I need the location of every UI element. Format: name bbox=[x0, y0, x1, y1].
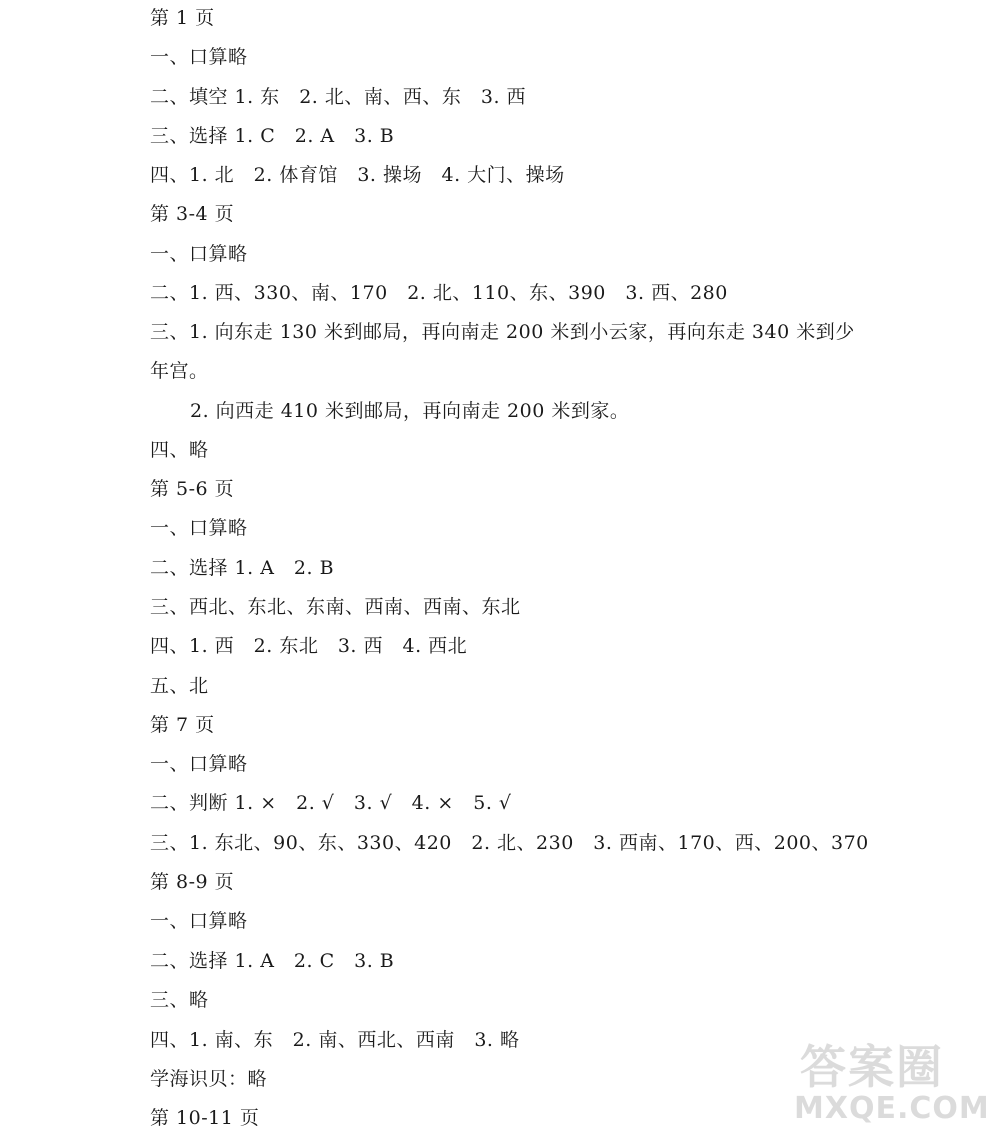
answer-line: 一、口算略 bbox=[150, 517, 248, 539]
heading-page-5-6: 第 5-6 页 bbox=[150, 478, 235, 500]
answer-line: 一、口算略 bbox=[150, 753, 248, 775]
answer-line: 三、西北、东北、东南、西南、西南、东北 bbox=[150, 596, 521, 618]
answer-line: 三、1. 东北、90、东、330、420 2. 北、230 3. 西南、170、西、200、370 bbox=[150, 832, 869, 854]
site-watermark bbox=[790, 1031, 990, 1131]
answer-line: 一、口算略 bbox=[150, 243, 248, 265]
answer-line: 三、选择 1. C 2. A 3. B bbox=[150, 125, 395, 147]
watermark-logo-text: 答案圈 bbox=[800, 1040, 944, 1094]
answer-line: 一、口算略 bbox=[150, 46, 248, 68]
heading-page-10-11: 第 10-11 页 bbox=[150, 1107, 260, 1129]
answer-line: 三、略 bbox=[150, 989, 209, 1011]
answer-line: 四、1. 北 2. 体育馆 3. 操场 4. 大门、操场 bbox=[150, 164, 565, 186]
answer-line: 二、判断 1. × 2. √ 3. √ 4. × 5. √ bbox=[150, 792, 512, 814]
answer-line: 四、1. 西 2. 东北 3. 西 4. 西北 bbox=[150, 635, 468, 657]
answer-line: 三、1. 向东走 130 米到邮局，再向南走 200 米到小云家，再向东走 340 米到少 bbox=[150, 321, 855, 343]
answer-line: 二、选择 1. A 2. C 3. B bbox=[150, 950, 395, 972]
answer-line: 学海识贝：略 bbox=[150, 1068, 268, 1090]
answer-line: 四、1. 南、东 2. 南、西北、西南 3. 略 bbox=[150, 1029, 520, 1051]
answer-line: 二、选择 1. A 2. B bbox=[150, 557, 335, 579]
heading-page-1: 第 1 页 bbox=[150, 7, 215, 29]
answer-line-continued: 年宫。 bbox=[150, 360, 209, 382]
answer-line: 四、略 bbox=[150, 439, 209, 461]
answer-line: 二、填空 1. 东 2. 北、南、西、东 3. 西 bbox=[150, 86, 527, 108]
heading-page-7: 第 7 页 bbox=[150, 714, 215, 736]
watermark-domain: MXQE.COM bbox=[794, 1091, 990, 1126]
answer-line: 五、北 bbox=[150, 675, 209, 697]
heading-page-3-4: 第 3-4 页 bbox=[150, 203, 235, 225]
answer-line-indented: 2. 向西走 410 米到邮局，再向南走 200 米到家。 bbox=[190, 400, 630, 422]
answer-line: 一、口算略 bbox=[150, 910, 248, 932]
heading-page-8-9: 第 8-9 页 bbox=[150, 871, 235, 893]
answer-line: 二、1. 西、330、南、170 2. 北、110、东、390 3. 西、280 bbox=[150, 282, 728, 304]
